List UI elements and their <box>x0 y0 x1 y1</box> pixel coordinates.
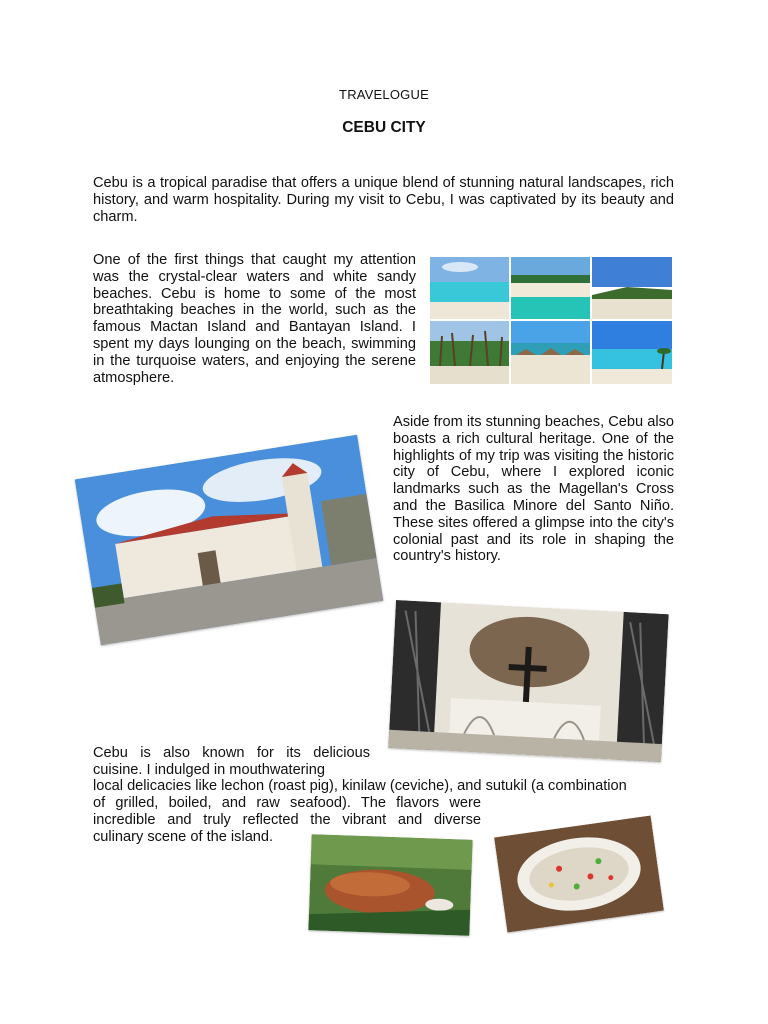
intro-paragraph: Cebu is a tropical paradise that offers a unique blend of stunning natural landscapes, rich history, and warm hospitality. During my visit to Cebu, I was captivated by its beauty and charm. <box>93 175 674 225</box>
magellans-cross-photo <box>388 600 668 762</box>
basilica-photo <box>75 435 384 646</box>
beach-photo <box>430 321 509 384</box>
lechon-photo <box>308 834 472 936</box>
beaches-paragraph: One of the first things that caught my attention was the crystal-clear waters and white sandy beaches. Cebu is home to some of the most breathtaking beaches in the world, such as the famous Mactan Island and Bantayan Island. I spent my days lounging on the beach, swimming in the turquoise waters, and enjoying the serene atmosphere. <box>93 252 416 386</box>
beach-photo <box>592 321 672 384</box>
beach-photo <box>430 257 509 319</box>
beach-photo <box>511 321 590 384</box>
beach-photo <box>592 257 672 319</box>
page-title: CEBU CITY <box>342 119 426 136</box>
cuisine-paragraph-part3: of grilled, boiled, and raw seafood). The flavors were incredible and truly reflected the vibrant and diverse culinary scene of the island. <box>93 795 481 845</box>
kinilaw-photo <box>494 815 664 932</box>
cuisine-paragraph-part2: local delicacies like lechon (roast pig), kinilaw (ceviche), and sutukil (a combination <box>93 778 627 794</box>
beach-collage <box>430 257 672 384</box>
cuisine-paragraph-part1: Cebu is also known for its delicious cuisine. I indulged in mouthwatering <box>93 745 370 778</box>
section-label: TRAVELOGUE <box>339 87 429 102</box>
heritage-paragraph: Aside from its stunning beaches, Cebu also boasts a rich cultural heritage. One of the highlights of my trip was visiting the historic city of Cebu, where I explored iconic landmarks such as the Magellan's Cross and the Basilica Minore del Santo Niño. These sites offered a glimpse into the city's colonial past and its role in shaping the country's history. <box>393 414 674 565</box>
beach-photo <box>511 257 590 319</box>
